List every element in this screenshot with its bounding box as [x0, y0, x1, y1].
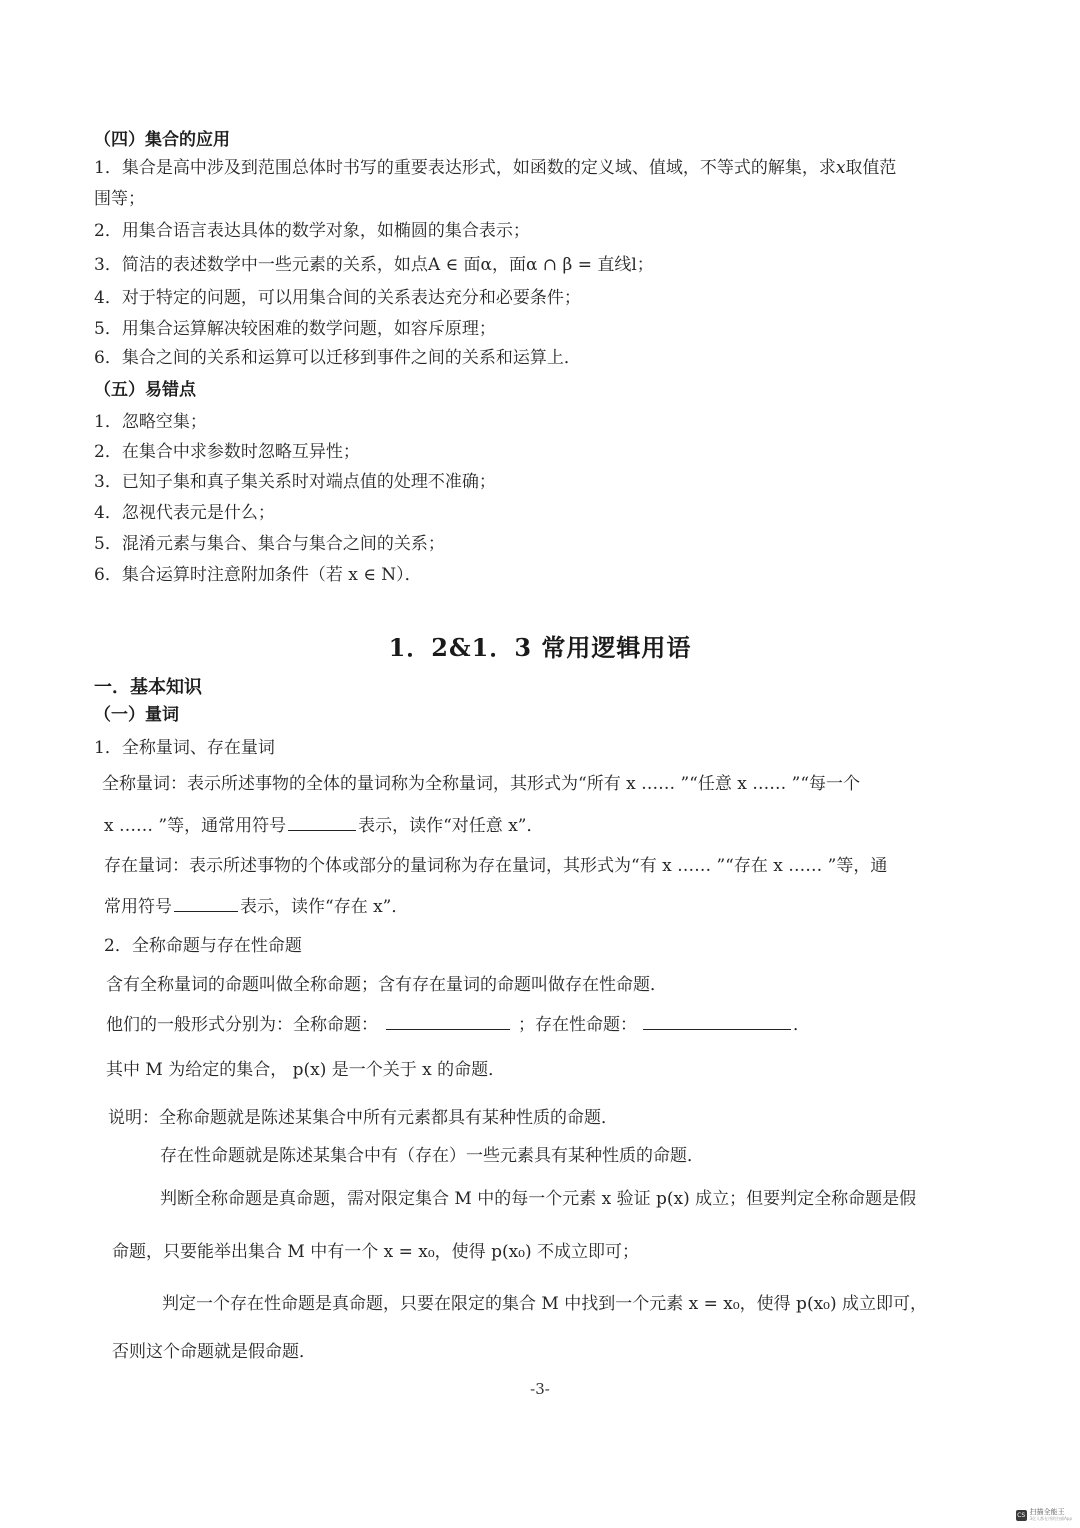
- universal-line-1: 全称量词：表示所述事物的全体的量词称为全称量词，其形式为“所有 x …… ”“任意 x …… ”“每一个: [102, 774, 861, 794]
- note-line-3: 判断全称命题是真命题，需对限定集合 M 中的每一个元素 x 验证 p(x) 成立；但要判定全称命题是假: [160, 1189, 917, 1209]
- chapter-title: 1．2&1．3 常用逻辑用语: [388, 633, 692, 662]
- basics-heading: 一．基本知识: [94, 677, 202, 698]
- note-line-4: 命题，只要能举出集合 M 中有一个 x = x₀，使得 p(x₀) 不成立即可；: [112, 1242, 640, 1262]
- existential-form-blank: [643, 1013, 791, 1030]
- section4-item4: 4．对于特定的问题，可以用集合间的关系表达充分和必要条件；: [94, 288, 581, 308]
- universal-text-b: 表示，读作“对任意 x”．: [358, 816, 544, 836]
- watermark-subtext: 3亿人都在用的扫描App: [1029, 1516, 1072, 1521]
- section5-item3: 3．已知子集和真子集关系时对端点值的处理不准确；: [94, 472, 496, 492]
- section5-item1: 1．忽略空集；: [94, 412, 207, 432]
- section5-item2: 2．在集合中求参数时忽略互异性；: [94, 442, 360, 462]
- existential-text-b: 表示，读作“存在 x”．: [240, 897, 409, 917]
- point2-heading: 2．全称命题与存在性命题: [104, 936, 302, 956]
- section4-item2: 2．用集合语言表达具体的数学对象，如椭圆的集合表示；: [94, 221, 530, 241]
- point1-heading: 1．全称量词、存在量词: [94, 738, 275, 758]
- section4-item1-text-a: 1．集合是高中涉及到范围总体时书写的重要表达形式，如函数的定义域、值域，不等式的解集，求: [94, 158, 836, 178]
- general-form-text-c: ．: [793, 1015, 810, 1035]
- universal-line-2: [104, 814, 543, 838]
- section4-item1-text-b: 取值范: [845, 158, 897, 178]
- section5-heading: （五）易错点: [94, 380, 196, 400]
- note-line-1: 说明：全称命题就是陈述某集合中所有元素都具有某种性质的命题．: [108, 1108, 618, 1128]
- section4-item1: [94, 156, 896, 180]
- section4-item6: 6．集合之间的关系和运算可以迁移到事件之间的关系和运算上．: [94, 348, 581, 368]
- general-form-line: [106, 1013, 810, 1037]
- section4-item1-cont: 围等；: [94, 189, 145, 209]
- universal-symbol-blank: [288, 814, 356, 831]
- general-form-text-a: 他们的一般形式分别为：全称命题：: [106, 1015, 378, 1035]
- camscanner-logo-icon: CS: [1017, 1511, 1026, 1519]
- watermark-text: 扫描全能王: [1029, 1508, 1065, 1516]
- section5-item4: 4．忽视代表元是什么；: [94, 503, 275, 523]
- quantifier-subheading: （一）量词: [94, 705, 179, 725]
- note-line-2: 存在性命题就是陈述某集合中有（存在）一些元素具有某种性质的命题．: [160, 1146, 704, 1166]
- section4-item1-x: x: [835, 158, 846, 178]
- existential-line-2: [104, 895, 408, 919]
- universal-form-blank: [386, 1013, 510, 1030]
- universal-text-a: x …… ”等，通常用符号: [104, 816, 287, 836]
- scanner-watermark: [1016, 1508, 1072, 1522]
- general-form-text-b: ；存在性命题：: [518, 1015, 637, 1035]
- section5-item5: 5．混淆元素与集合、集合与集合之间的关系；: [94, 534, 445, 554]
- section4-item3: 3．简洁的表述数学中一些元素的关系，如点A ∈ 面α，面α ∩ β = 直线l；: [94, 255, 654, 275]
- existential-line-1: 存在量词：表示所述事物的个体或部分的量词称为存在量词，其形式为“有 x …… ”“存在 x …… ”等，通: [104, 856, 888, 876]
- where-line: 其中 M 为给定的集合， p(x) 是一个关于 x 的命题．: [106, 1060, 506, 1080]
- page-number: -3-: [530, 1380, 550, 1398]
- existential-symbol-blank: [174, 895, 238, 912]
- existential-text-a: 常用符号: [104, 897, 172, 917]
- note-line-6: 否则这个命题就是假命题．: [112, 1342, 316, 1362]
- section5-item6: 6．集合运算时注意附加条件（若 x ∈ N）．: [94, 565, 422, 585]
- note-line-5: 判定一个存在性命题是真命题，只要在限定的集合 M 中找到一个元素 x = x₀，使得 p(x₀) 成立即可，: [162, 1294, 928, 1314]
- definition-line: 含有全称量词的命题叫做全称命题；含有存在量词的命题叫做存在性命题．: [106, 975, 667, 995]
- section4-heading: （四）集合的应用: [94, 130, 230, 150]
- section4-item5: 5．用集合运算解决较困难的数学问题，如容斥原理；: [94, 319, 496, 339]
